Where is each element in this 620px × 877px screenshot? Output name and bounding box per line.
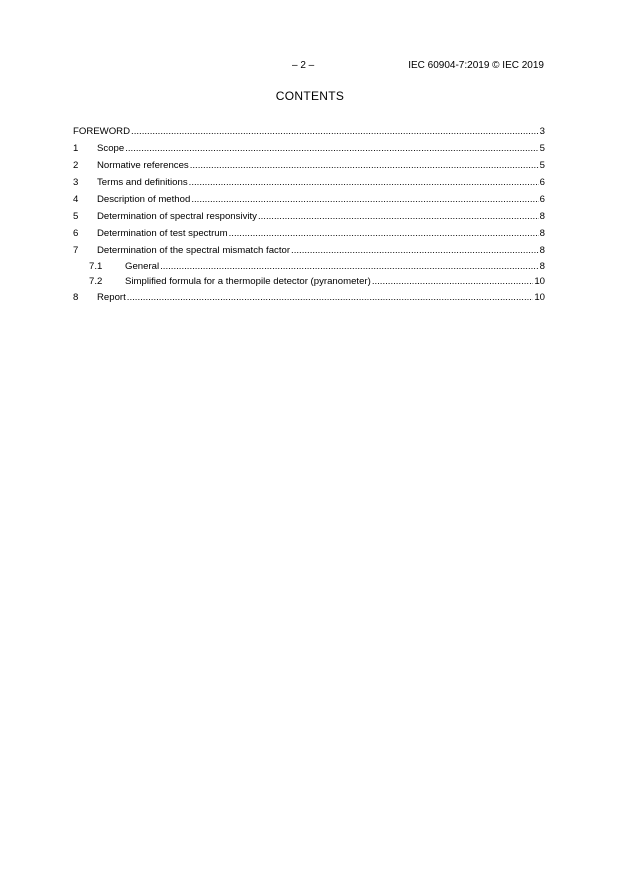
toc-dot-leader	[189, 174, 539, 191]
toc-entry-description-of-method[interactable]	[73, 191, 545, 208]
toc-entry-number: 1	[73, 143, 79, 154]
toc-entry-page: 6	[539, 177, 545, 188]
toc-entry-spectral-responsivity[interactable]	[73, 208, 545, 225]
toc-entry-page: 8	[539, 228, 545, 239]
toc-entry-label: Normative references	[97, 160, 189, 171]
toc-entry-test-spectrum[interactable]	[73, 225, 545, 242]
toc-dot-leader	[131, 123, 539, 140]
toc-entry-number: 3	[73, 177, 79, 188]
toc-entry-page: 3	[539, 126, 545, 137]
toc-dot-leader	[372, 274, 534, 289]
toc-entry-general[interactable]	[73, 259, 545, 274]
toc-entry-number: 4	[73, 194, 79, 205]
toc-entry-label: FOREWORD	[73, 126, 131, 137]
toc-entry-label: Simplified formula for a thermopile detector (pyranometer)	[125, 276, 371, 287]
toc-entry-label: Terms and definitions	[97, 177, 188, 188]
toc-entry-label: Determination of the spectral mismatch factor	[97, 245, 291, 256]
toc-dot-leader	[125, 140, 538, 157]
toc-entry-number: 7	[73, 245, 79, 256]
toc-dot-leader	[258, 208, 539, 225]
table-of-contents	[73, 123, 545, 306]
toc-entry-page: 5	[539, 143, 545, 154]
toc-entry-label: Scope	[97, 143, 125, 154]
toc-entry-label: General	[125, 261, 160, 272]
toc-entry-page: 8	[539, 211, 545, 222]
toc-entry-page: 10	[534, 292, 545, 303]
toc-entry-page: 10	[534, 276, 545, 287]
toc-entry-report[interactable]	[73, 289, 545, 306]
toc-entry-scope[interactable]	[73, 140, 545, 157]
toc-entry-spectral-mismatch-factor[interactable]	[73, 242, 545, 259]
toc-dot-leader	[190, 157, 539, 174]
contents-title: CONTENTS	[275, 89, 345, 103]
toc-entry-number: 8	[73, 292, 79, 303]
toc-entry-page: 8	[539, 261, 545, 272]
toc-dot-leader	[160, 259, 539, 274]
document-reference: IEC 60904-7:2019 © IEC 2019	[408, 60, 544, 71]
toc-entry-page: 6	[539, 194, 545, 205]
toc-entry-label: Determination of spectral responsivity	[97, 211, 257, 222]
toc-entry-number: 7.1	[89, 261, 103, 272]
toc-entry-number: 5	[73, 211, 79, 222]
toc-entry-number: 6	[73, 228, 79, 239]
toc-entry-terms-and-definitions[interactable]	[73, 174, 545, 191]
toc-dot-leader	[291, 242, 539, 259]
toc-entry-normative-references[interactable]	[73, 157, 545, 174]
toc-entry-simplified-formula[interactable]	[73, 274, 545, 289]
toc-dot-leader	[127, 289, 534, 306]
toc-entry-page: 5	[539, 160, 545, 171]
toc-entry-foreword[interactable]	[73, 123, 545, 140]
toc-entry-number: 2	[73, 160, 79, 171]
toc-entry-label: Determination of test spectrum	[97, 228, 228, 239]
toc-entry-number: 7.2	[89, 276, 103, 287]
page-number: – 2 –	[292, 60, 315, 71]
toc-entry-label: Report	[97, 292, 126, 303]
toc-entry-page: 8	[539, 245, 545, 256]
toc-dot-leader	[191, 191, 538, 208]
toc-entry-label: Description of method	[97, 194, 191, 205]
toc-dot-leader	[229, 225, 539, 242]
